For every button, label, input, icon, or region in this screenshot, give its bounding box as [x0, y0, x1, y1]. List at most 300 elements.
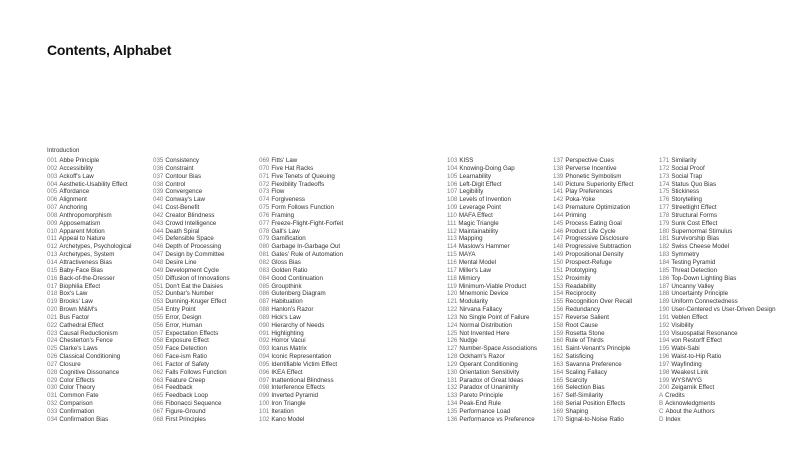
contents-entry[interactable] [447, 416, 557, 424]
entry-title: Don't Eat the Daisies [165, 282, 223, 290]
entry-number: 125 [447, 329, 458, 337]
entry-title: Testing Pyramid [671, 258, 716, 266]
contents-entry[interactable] [259, 212, 369, 220]
contents-entry[interactable] [553, 235, 663, 243]
entry-number: 071 [259, 172, 270, 180]
contents-entry[interactable] [47, 173, 157, 181]
entry-number: 095 [259, 360, 270, 368]
contents-entry[interactable] [47, 369, 157, 377]
contents-entry[interactable] [659, 220, 769, 228]
contents-entry[interactable] [153, 196, 263, 204]
entry-number: 008 [47, 211, 58, 219]
entry-title: Shaping [565, 408, 589, 415]
entry-title: Product Life Cycle [565, 227, 616, 235]
entry-number: 146 [553, 227, 564, 235]
contents-entry[interactable] [553, 330, 663, 338]
contents-entry[interactable] [153, 181, 263, 189]
contents-entry[interactable] [47, 400, 157, 408]
contents-entry[interactable] [659, 416, 769, 424]
entry-title: Modularity [459, 298, 488, 306]
contents-entry[interactable] [447, 204, 557, 212]
contents-entry[interactable] [47, 228, 157, 236]
entry-title: Paradox of Great Ideas [459, 376, 524, 384]
contents-entry[interactable] [447, 157, 557, 165]
contents-entry[interactable] [659, 251, 769, 259]
contents-entry[interactable] [447, 220, 557, 228]
contents-entry[interactable] [659, 283, 769, 291]
contents-entry[interactable] [259, 408, 369, 416]
contents-entry[interactable] [447, 392, 557, 400]
contents-entry[interactable] [47, 267, 157, 275]
contents-entry[interactable] [553, 251, 663, 259]
contents-entry[interactable] [553, 267, 663, 275]
contents-entry[interactable] [153, 337, 263, 345]
contents-entry[interactable] [659, 212, 769, 220]
entry-number: 024 [47, 337, 58, 345]
contents-entry[interactable] [153, 275, 263, 283]
contents-entry[interactable] [659, 314, 769, 322]
entry-number: 003 [47, 172, 58, 180]
entry-number: 176 [659, 196, 670, 204]
entry-title: Entry Point [165, 306, 196, 314]
entry-number: 059 [153, 345, 164, 353]
entry-title: Baby-Face Bias [59, 266, 104, 274]
entry-number: 051 [153, 282, 164, 290]
contents-entry[interactable] [447, 306, 557, 314]
contents-entry[interactable] [47, 416, 157, 424]
contents-entry[interactable] [659, 369, 769, 377]
contents-entry[interactable] [259, 196, 369, 204]
contents-entry[interactable] [47, 384, 157, 392]
contents-entry[interactable] [259, 298, 369, 306]
contents-entry[interactable] [447, 283, 557, 291]
contents-entry[interactable] [553, 345, 663, 353]
contents-entry[interactable] [153, 400, 263, 408]
contents-entry[interactable] [659, 275, 769, 283]
entry-title: Consistency [165, 157, 200, 164]
contents-entry[interactable] [447, 251, 557, 259]
contents-entry[interactable] [259, 322, 369, 330]
contents-entry[interactable] [447, 290, 557, 298]
contents-entry[interactable] [259, 173, 369, 181]
contents-entry[interactable] [47, 345, 157, 353]
contents-entry[interactable] [447, 267, 557, 275]
contents-entry[interactable] [47, 361, 157, 369]
contents-entry[interactable] [553, 322, 663, 330]
contents-entry[interactable] [447, 173, 557, 181]
contents-entry[interactable] [553, 353, 663, 361]
entry-number: 118 [447, 274, 457, 282]
contents-entry[interactable] [47, 243, 157, 251]
contents-entry[interactable] [259, 251, 369, 259]
contents-entry[interactable] [553, 165, 663, 173]
entry-title: Index [665, 415, 681, 423]
contents-entry[interactable] [47, 306, 157, 314]
contents-entry[interactable] [659, 298, 769, 306]
contents-entry[interactable] [259, 384, 369, 392]
contents-entry[interactable] [447, 384, 557, 392]
contents-entry[interactable] [447, 298, 557, 306]
contents-entry[interactable] [553, 228, 663, 236]
contents-entry[interactable] [553, 196, 663, 204]
contents-entry[interactable] [153, 298, 263, 306]
entry-number: 056 [153, 321, 164, 329]
entry-number: 007 [47, 204, 58, 212]
contents-entry[interactable] [447, 259, 557, 267]
contents-entry[interactable] [153, 251, 263, 259]
contents-entry[interactable] [659, 392, 769, 400]
entry-number: 170 [553, 415, 564, 423]
contents-entry[interactable] [447, 322, 557, 330]
contents-entry[interactable] [553, 408, 663, 416]
contents-entry[interactable] [659, 267, 769, 275]
contents-entry[interactable] [447, 275, 557, 283]
contents-entry[interactable] [259, 204, 369, 212]
entry-title: Mnemonic Device [459, 290, 509, 298]
entry-title: Hierarchy of Needs [271, 321, 325, 329]
entry-number: 010 [47, 227, 58, 235]
entry-title: Icarus Matrix [271, 345, 307, 353]
entry-number: 034 [47, 415, 58, 423]
contents-entry[interactable] [659, 322, 769, 330]
contents-entry[interactable] [447, 400, 557, 408]
contents-entry[interactable] [153, 306, 263, 314]
contents-entry[interactable] [47, 314, 157, 322]
contents-entry[interactable] [553, 361, 663, 369]
contents-entry[interactable] [259, 306, 369, 314]
contents-entry[interactable] [259, 181, 369, 189]
contents-entry[interactable] [259, 243, 369, 251]
contents-entry[interactable] [153, 259, 263, 267]
contents-entry[interactable] [553, 157, 663, 165]
contents-entry[interactable] [447, 228, 557, 236]
entry-number: 054 [153, 306, 164, 314]
contents-entry[interactable] [259, 353, 369, 361]
contents-entry[interactable] [153, 369, 263, 377]
entry-number: 183 [659, 251, 670, 259]
contents-entry[interactable] [553, 275, 663, 283]
contents-entry[interactable] [153, 228, 263, 236]
contents-entry[interactable] [153, 267, 263, 275]
contents-entry[interactable] [659, 408, 769, 416]
contents-entry[interactable] [47, 290, 157, 298]
contents-entry[interactable] [553, 173, 663, 181]
contents-entry[interactable] [153, 165, 263, 173]
contents-entry[interactable] [153, 220, 263, 228]
entry-title: Inattentional Blindness [271, 376, 334, 384]
entry-number: 032 [47, 400, 58, 408]
contents-entry[interactable] [553, 220, 663, 228]
contents-entry[interactable] [447, 212, 557, 220]
contents-entry[interactable] [47, 181, 157, 189]
entry-number: 139 [553, 172, 564, 180]
contents-entry[interactable] [47, 196, 157, 204]
contents-entry[interactable] [447, 181, 557, 189]
contents-entry[interactable] [659, 228, 769, 236]
entry-number: 138 [553, 164, 564, 172]
contents-entry[interactable] [447, 188, 557, 196]
contents-entry[interactable] [553, 188, 663, 196]
contents-entry[interactable] [447, 361, 557, 369]
entry-title: Creator Blindness [165, 211, 215, 219]
contents-entry[interactable] [447, 330, 557, 338]
contents-entry[interactable] [259, 361, 369, 369]
entry-number: 005 [47, 188, 58, 196]
entry-title: Anchoring [59, 204, 88, 212]
contents-entry[interactable] [553, 314, 663, 322]
contents-entry[interactable] [47, 353, 157, 361]
contents-entry[interactable] [259, 235, 369, 243]
contents-entry[interactable] [553, 369, 663, 377]
contents-entry[interactable] [659, 330, 769, 338]
contents-entry[interactable] [259, 228, 369, 236]
contents-entry[interactable] [259, 267, 369, 275]
contents-entry[interactable] [47, 259, 157, 267]
entry-number: 196 [659, 353, 670, 361]
contents-entry[interactable] [659, 181, 769, 189]
contents-entry[interactable] [259, 392, 369, 400]
contents-entry[interactable] [659, 353, 769, 361]
contents-entry[interactable] [553, 181, 663, 189]
entry-number: D [659, 415, 664, 423]
contents-entry[interactable] [259, 157, 369, 165]
contents-entry[interactable] [659, 306, 776, 314]
contents-entry[interactable] [153, 290, 263, 298]
contents-entry[interactable] [47, 408, 157, 416]
contents-entry[interactable] [259, 259, 369, 267]
contents-entry[interactable] [447, 243, 557, 251]
contents-entry[interactable] [259, 416, 369, 424]
contents-entry[interactable] [259, 165, 369, 173]
contents-entry[interactable] [259, 188, 369, 196]
contents-entry[interactable] [153, 204, 263, 212]
entry-title: Iconic Representation [271, 353, 332, 361]
entry-number: 120 [447, 290, 458, 298]
contents-entry[interactable] [553, 377, 663, 385]
entry-number: 155 [553, 298, 564, 306]
contents-entry[interactable] [153, 330, 263, 338]
contents-entry[interactable] [659, 361, 769, 369]
contents-entry[interactable] [259, 314, 369, 322]
contents-entry[interactable] [659, 345, 769, 353]
contents-entry[interactable] [553, 337, 663, 345]
entry-title: Mimicry [458, 274, 481, 282]
contents-entry[interactable] [153, 392, 263, 400]
contents-entry[interactable] [259, 400, 369, 408]
contents-entry[interactable] [553, 259, 663, 267]
contents-entry[interactable] [447, 235, 557, 243]
contents-entry[interactable] [447, 314, 557, 322]
entry-number: 186 [659, 274, 670, 282]
contents-entry[interactable] [553, 212, 663, 220]
contents-entry[interactable] [153, 377, 263, 385]
contents-entry[interactable] [47, 188, 157, 196]
contents-entry[interactable] [259, 377, 369, 385]
entry-title: Defensible Space [165, 235, 214, 243]
contents-entry[interactable] [553, 290, 663, 298]
contents-entry[interactable] [153, 283, 263, 291]
contents-entry[interactable] [659, 377, 769, 385]
contents-entry[interactable] [447, 369, 557, 377]
contents-entry[interactable] [153, 212, 263, 220]
contents-entry[interactable] [47, 212, 157, 220]
entry-title: Knowing-Doing Gap [459, 164, 515, 172]
entry-number: 161 [553, 345, 564, 353]
entry-number: 063 [153, 376, 164, 384]
contents-entry[interactable] [659, 337, 769, 345]
entry-number: 018 [47, 290, 58, 298]
entry-title: Apparent Motion [59, 227, 105, 235]
entry-number: 096 [259, 368, 270, 376]
contents-entry[interactable] [259, 337, 369, 345]
entry-title: Falls Follows Function [165, 368, 227, 376]
entry-title: Form Follows Function [271, 204, 334, 212]
contents-entry[interactable] [47, 377, 157, 385]
entry-number: 160 [553, 337, 564, 345]
contents-entry[interactable] [153, 416, 263, 424]
contents-entry[interactable] [153, 243, 263, 251]
contents-entry[interactable] [553, 298, 663, 306]
entry-title: Box's Law [59, 290, 88, 298]
entry-number: 154 [553, 290, 564, 298]
entry-number: 110 [447, 211, 457, 219]
contents-entry[interactable] [659, 384, 769, 392]
contents-entry[interactable] [659, 173, 769, 181]
entry-title: Hanlon's Razor [271, 306, 314, 314]
entry-number: 021 [47, 313, 58, 321]
contents-entry[interactable] [447, 353, 557, 361]
contents-entry[interactable] [447, 196, 557, 204]
contents-entry[interactable] [659, 188, 769, 196]
contents-entry[interactable] [447, 165, 557, 173]
contents-entry[interactable] [659, 259, 769, 267]
entry-number: 137 [553, 157, 564, 164]
entry-number: 136 [447, 415, 458, 423]
entry-number: C [659, 408, 664, 415]
contents-entry[interactable] [659, 400, 769, 408]
entry-number: 114 [447, 243, 457, 251]
contents-entry[interactable] [447, 345, 557, 353]
contents-entry[interactable] [659, 165, 769, 173]
contents-entry[interactable] [259, 290, 369, 298]
contents-entry[interactable] [659, 196, 769, 204]
entry-number: 166 [553, 384, 564, 392]
entry-number: 167 [553, 392, 564, 400]
contents-entry[interactable] [153, 353, 263, 361]
contents-entry[interactable] [47, 275, 157, 283]
contents-entry[interactable] [47, 220, 157, 228]
contents-entry[interactable] [47, 392, 157, 400]
contents-entry[interactable] [47, 251, 157, 259]
entry-number: 097 [259, 376, 270, 384]
contents-entry[interactable] [47, 283, 157, 291]
contents-entry[interactable] [47, 204, 157, 212]
contents-entry[interactable] [553, 306, 663, 314]
entry-number: 017 [47, 282, 58, 290]
contents-entry[interactable] [47, 330, 157, 338]
contents-entry[interactable] [153, 173, 263, 181]
entry-title: Cathedral Effect [59, 321, 104, 329]
contents-entry[interactable] [447, 377, 557, 385]
entry-number: 104 [447, 164, 458, 172]
contents-entry[interactable] [447, 408, 557, 416]
entry-number: 200 [659, 384, 670, 392]
contents-entry[interactable] [447, 337, 557, 345]
entry-number: 009 [47, 219, 58, 227]
entry-number: 143 [553, 204, 564, 212]
contents-entry[interactable] [553, 400, 663, 408]
contents-entry[interactable] [659, 235, 769, 243]
contents-entry[interactable] [259, 220, 369, 228]
contents-entry[interactable] [47, 157, 157, 165]
entry-number: 144 [553, 211, 564, 219]
contents-entry[interactable] [153, 188, 263, 196]
entry-number: 053 [153, 298, 164, 306]
contents-entry[interactable] [259, 369, 369, 377]
contents-entry[interactable] [153, 157, 263, 165]
entry-title: WYSIWYG [671, 376, 702, 384]
entry-number: 169 [553, 408, 564, 415]
contents-entry[interactable] [659, 243, 769, 251]
contents-entry[interactable] [47, 235, 157, 243]
contents-entry[interactable] [153, 384, 263, 392]
contents-entry[interactable] [47, 322, 157, 330]
contents-entry[interactable] [659, 157, 769, 165]
entry-number: 121 [447, 298, 458, 306]
contents-entry[interactable] [553, 204, 663, 212]
entry-title: Death Spiral [165, 227, 200, 235]
contents-entry[interactable] [47, 298, 157, 306]
entry-number: 180 [659, 227, 670, 235]
entry-title: Process Eating Goal [565, 219, 622, 227]
contents-entry[interactable] [659, 290, 769, 298]
contents-entry[interactable] [553, 243, 663, 251]
contents-entry[interactable] [553, 416, 663, 424]
contents-entry[interactable] [553, 384, 663, 392]
contents-entry[interactable] [259, 345, 369, 353]
contents-entry[interactable] [553, 283, 663, 291]
contents-entry[interactable] [659, 204, 769, 212]
contents-entry[interactable] [153, 408, 263, 416]
entry-title: Error, Design [165, 313, 202, 321]
entry-title: Survivorship Bias [671, 235, 720, 243]
entry-title: Common Fate [59, 392, 99, 400]
entry-title: Social Proof [671, 164, 705, 172]
contents-entry[interactable] [153, 361, 263, 369]
entry-number: 047 [153, 251, 164, 259]
contents-entry[interactable] [47, 165, 157, 173]
contents-entry[interactable] [553, 392, 663, 400]
contents-entry[interactable] [153, 235, 263, 243]
entry-title: Constraint [165, 164, 194, 172]
entry-number: 014 [47, 258, 58, 266]
entry-title: Ockham's Razor [459, 353, 505, 361]
contents-entry[interactable] [153, 322, 263, 330]
entry-title: Attractiveness Bias [59, 258, 112, 266]
entry-title: Five Hat Racks [271, 164, 314, 172]
entry-title: Proximity [565, 274, 591, 282]
contents-entry[interactable] [259, 275, 369, 283]
contents-entry[interactable] [153, 314, 263, 322]
entry-number: 184 [659, 258, 670, 266]
entry-title: Uncertainty Principle [671, 290, 729, 298]
contents-entry[interactable] [259, 330, 369, 338]
contents-entry[interactable] [153, 345, 263, 353]
entry-number: 123 [447, 313, 458, 321]
entry-title: Horror Vacui [271, 337, 306, 345]
contents-entry[interactable] [47, 337, 157, 345]
contents-entry[interactable] [259, 283, 369, 291]
